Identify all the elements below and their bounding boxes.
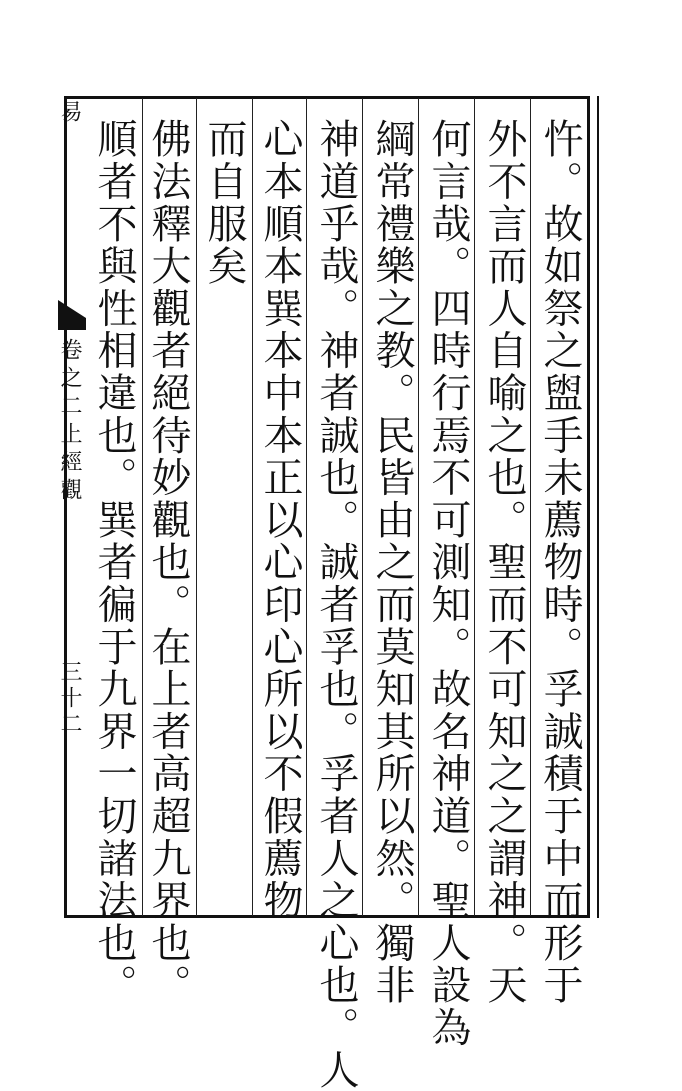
- margin-chapter: [54, 338, 85, 506]
- text-column-3: 何言哉。四時行焉不可測知。故名神道。聖人設為: [425, 118, 471, 1049]
- text-column-7: 而自服矣: [201, 118, 247, 288]
- margin-title: 易: [57, 100, 82, 122]
- margin-page-number: 三十二: [57, 660, 82, 738]
- margin-section-text: 觀: [57, 478, 82, 506]
- text-column-2: 外不言而人自喻之也。聖而不可知之之謂神。天: [481, 118, 527, 1007]
- column-rule: [418, 98, 419, 916]
- column-rule: [306, 98, 307, 916]
- text-column-6: 心本順本巽本中本正以心印心所以不假薦物: [257, 118, 303, 922]
- column-rule: [530, 98, 531, 916]
- column-rule: [196, 98, 197, 916]
- text-column-8: 佛法釋大觀者絕待妙觀也。在上者高超九界也。: [145, 118, 191, 1007]
- frame-outer-rule: [587, 96, 599, 918]
- text-column-5: 神道乎哉。神者誠也。誠者孚也。孚者人之心也。人: [313, 118, 359, 1091]
- text-column-9: 順者不與性相違也。巽者徧于九界一切諸法也。: [91, 118, 137, 1007]
- text-column-4: 綱常禮樂之教。民皆由之而莫知其所以然。獨非: [369, 118, 415, 1007]
- text-column-1: 忤。故如祭之盥手未薦物時。孚誠積于中而形于: [537, 118, 583, 1007]
- column-rule: [252, 98, 253, 916]
- column-rule: [474, 98, 475, 916]
- margin-chapter-text: 卷之二上經: [57, 338, 82, 478]
- column-rule: [362, 98, 363, 916]
